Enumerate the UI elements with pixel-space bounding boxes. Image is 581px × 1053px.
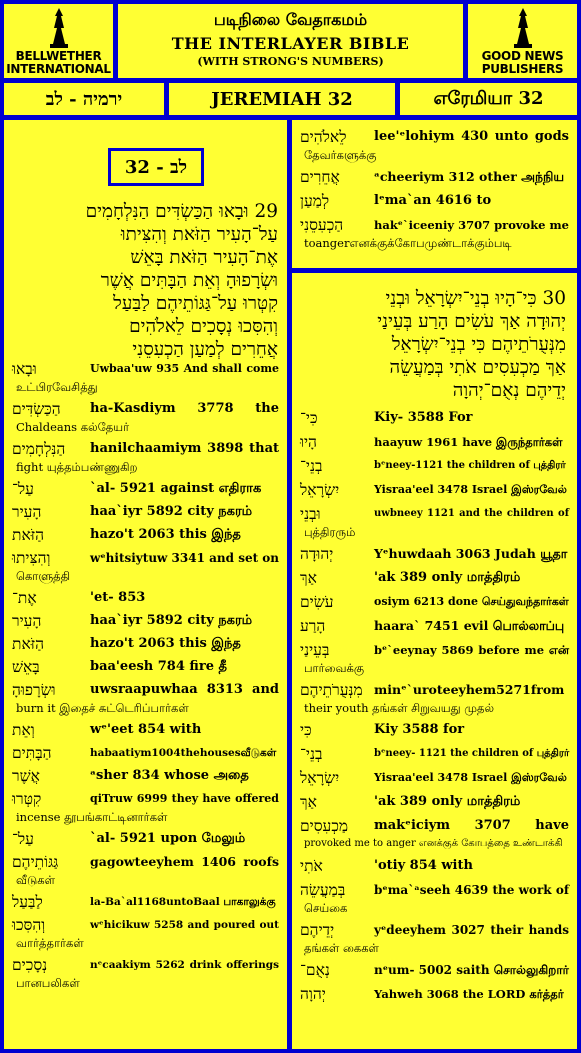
gloss-line: Yisraa'eel 3478 Israel இஸ்ரவேல் bbox=[374, 483, 567, 496]
left-column bbox=[4, 120, 287, 1049]
chapter-box bbox=[108, 148, 204, 186]
verse-line: אַךְ מַכְעִסִים אֹתִי בְּמַעֲשֵׂה bbox=[389, 357, 566, 378]
verse-line: וְהִסִּכוּ נְסָכִים לֵאלֹהִים bbox=[129, 316, 278, 337]
gloss-continuation: their youth தங்கள் சிறுவயது முதல் bbox=[304, 701, 495, 715]
gloss-line: Yahweh 3068 the LORD கர்த்தர் bbox=[374, 987, 564, 1001]
gloss-continuation: செய்கை bbox=[304, 901, 348, 915]
hebrew-word: אֲשֶׁר bbox=[12, 767, 40, 785]
interlinear-entry bbox=[12, 526, 279, 544]
interlinear-entry bbox=[300, 433, 569, 451]
hebrew-word: אֹתִי bbox=[300, 857, 323, 875]
interlinear-entry bbox=[300, 721, 569, 739]
verse-line: וּשְׂרָפוּהָ וְאֵת הַבָּתִּים אֲשֶׁר bbox=[100, 270, 278, 291]
interlinear-entry bbox=[300, 481, 569, 499]
gloss-continuation: தங்கள் கைகள் bbox=[304, 941, 379, 955]
interlinear-entry bbox=[12, 916, 279, 952]
interlinear-entry bbox=[300, 857, 569, 875]
gloss-line: bᵉ`eeynay 5869 before me என் bbox=[374, 643, 569, 657]
interlinear-entry bbox=[12, 956, 279, 992]
gloss-line: la-Ba`al1168untoBaal பாகாலுக்கு bbox=[90, 896, 276, 908]
gloss-continuation: provoked me to anger எனக்குக் கோபத்தை உண்டாக்கி bbox=[304, 838, 563, 849]
hebrew-word: הָיוּ bbox=[300, 433, 317, 451]
gloss-line: `al- 5921 against எதிராக bbox=[90, 481, 262, 496]
gloss-line: baa'eesh 784 fire தீ bbox=[90, 659, 227, 674]
verse-line: 29 וּבָאוּ הַכַּשְׂדִּים הַנִּלְחָמִים bbox=[85, 201, 278, 222]
interlinear-entry bbox=[12, 400, 279, 436]
gloss-line: osiym 6213 done செய்துவந்தார்கள் bbox=[374, 595, 569, 608]
logo-line-1: BELLWETHER bbox=[15, 49, 102, 63]
gloss-line: Uwbaa'uw 935 And shall come bbox=[90, 362, 279, 375]
hebrew-word: הַזֹּאת bbox=[12, 635, 44, 653]
interlinear-entry bbox=[12, 721, 279, 739]
gloss-continuation: உட்பிரவேசித்து bbox=[16, 380, 98, 394]
hebrew-word: בְּעֵינַי bbox=[300, 641, 330, 659]
interlinear-entry bbox=[12, 744, 279, 762]
verse-line: מִנְּעֻרֹתֵיהֶם כִּי בְנֵי־יִשְׂרָאֵל bbox=[391, 334, 566, 355]
gloss-line: uwbneey 1121 and the children of bbox=[374, 508, 569, 519]
interlinear-entry bbox=[300, 409, 569, 427]
hebrew-word: יְדֵיהֶם bbox=[300, 921, 335, 939]
hebrew-word: מִנְּעֻרֹתֵיהֶם bbox=[300, 681, 363, 699]
gloss-line: qiTruw 6999 they have offered bbox=[90, 792, 279, 805]
interlinear-entry bbox=[12, 830, 279, 848]
gloss-line: bᵉneey- 1121 the children of புத்திரர் bbox=[374, 748, 570, 759]
hebrew-word: אַךְ bbox=[300, 793, 317, 811]
verse-29-hebrew bbox=[24, 200, 278, 361]
hebrew-word: גַּגּוֹתֵיהֶם bbox=[12, 853, 59, 871]
interlinear-entry bbox=[300, 985, 569, 1003]
verse-30-hebrew bbox=[300, 287, 566, 402]
gloss-line: hazo't 2063 this இந்த bbox=[90, 527, 241, 542]
interlinear-entry bbox=[300, 128, 569, 164]
gloss-continuation: பானபலிகள் bbox=[16, 976, 80, 990]
gloss-line: 'otiy 854 with bbox=[374, 858, 473, 873]
chapter-label: לב - 32 bbox=[124, 156, 188, 178]
verse-line: עַל־הָעִיר הַזֹּאת וְהִצִּיתוּ bbox=[120, 224, 278, 245]
nav-hebrew: ירמיה - לב bbox=[4, 83, 164, 115]
logo-figure-icon bbox=[508, 6, 538, 50]
interlinear-entry bbox=[12, 681, 279, 717]
gloss-line: hazo't 2063 this இந்த bbox=[90, 636, 241, 651]
gloss-continuation: கொளுத்தி bbox=[16, 569, 71, 583]
bellwether-logo bbox=[4, 4, 113, 78]
interlinear-entry bbox=[300, 617, 569, 635]
hebrew-word: כִּי־ bbox=[300, 409, 318, 427]
gloss-line: haara` 7451 evil பொல்லாப்பு bbox=[374, 618, 565, 633]
verse-line: אֲחֵרִים לְמַעַן הַכְעִסֵנִי bbox=[132, 339, 278, 360]
gloss-line: nᵉum- 5002 saith சொல்லுகிறார் bbox=[374, 963, 569, 977]
logo-line-1: GOOD NEWS bbox=[481, 49, 564, 63]
hebrew-word: קִטְּרוּ bbox=[12, 790, 42, 808]
interlinear-entry bbox=[300, 569, 569, 587]
interlinear-entry bbox=[12, 658, 279, 676]
hebrew-word: הַבָּתִּים bbox=[12, 744, 52, 762]
hebrew-word: וּבְנֵי bbox=[300, 505, 321, 523]
gloss-continuation: Chaldeans கல்தேயர் bbox=[16, 420, 130, 434]
gloss-continuation: புத்திரரும் bbox=[304, 525, 356, 539]
gloss-continuation: வார்த்தார்கள் bbox=[16, 936, 84, 950]
interlinear-entry bbox=[12, 440, 279, 476]
hebrew-word: יִשְׂרָאֵל bbox=[300, 481, 340, 499]
gloss-line: haayuw 1961 have இருந்தார்கள் bbox=[374, 435, 563, 449]
gloss-line: lᵉma`an 4616 to bbox=[374, 193, 492, 208]
gloss-line: haa`iyr 5892 city நகரம் bbox=[90, 504, 253, 519]
hebrew-word: עַל־ bbox=[12, 480, 34, 498]
gloss-line: ha-Kasdiym 3778 the bbox=[90, 401, 279, 416]
interlinear-entry bbox=[300, 641, 569, 677]
gloss-line: haa`iyr 5892 city நகரம் bbox=[90, 613, 253, 628]
logo-figure-icon bbox=[44, 6, 74, 50]
hebrew-word: מַכְעִסִים bbox=[300, 817, 349, 835]
interlinear-entry bbox=[12, 503, 279, 521]
gloss-line: bᵉneey-1121 the children of புத்திரர் bbox=[374, 460, 566, 471]
interlinear-entry bbox=[300, 216, 569, 252]
gloss-line: makᵉiciym 3707 have bbox=[374, 818, 569, 833]
interlinear-entry bbox=[300, 961, 569, 979]
title-tamil: படிநிலை வேதாகமம் bbox=[213, 10, 368, 29]
nav-english: JEREMIAH 32 bbox=[169, 83, 395, 115]
verse-line: 30 כִּי־הָיוּ בְנֵי־יִשְׂרָאֵל וּבְנֵי bbox=[385, 288, 566, 309]
interlinear-entry bbox=[300, 817, 569, 853]
page-subtitle: (WITH STRONG'S NUMBERS) bbox=[197, 55, 384, 68]
interlinear-entry bbox=[300, 168, 569, 186]
gloss-line: 'et- 853 bbox=[90, 590, 146, 605]
interlinear-entry bbox=[300, 681, 569, 717]
gloss-continuation: incense தூபங்காட்டினார்கள் bbox=[16, 810, 168, 824]
gloss-line: nᵉcaakiym 5262 drink offerings bbox=[90, 959, 279, 971]
hebrew-word: הַכַּשְׂדִּים bbox=[12, 400, 61, 418]
hebrew-word: הַזֹּאת bbox=[12, 526, 44, 544]
gloss-line: yᵉdeeyhem 3027 their hands bbox=[374, 923, 569, 937]
hebrew-word: עַל־ bbox=[12, 830, 34, 848]
interlinear-entry bbox=[300, 921, 569, 957]
gloss-line: uwsraapuwhaa 8313 and bbox=[90, 682, 279, 697]
hebrew-word: כִּי bbox=[300, 721, 312, 739]
hebrew-word: לַבַּעַל bbox=[12, 893, 43, 911]
interlinear-entry bbox=[300, 769, 569, 787]
hebrew-word: עֹשִׂים bbox=[300, 593, 334, 611]
hebrew-word: הַכְעִסֵנִי bbox=[300, 216, 344, 234]
verse-line: אֶת־הָעִיר הַזֹּאת בָּאֵשׁ bbox=[130, 247, 278, 268]
hebrew-word: בָּאֵשׁ bbox=[12, 658, 40, 676]
right-top-panel bbox=[292, 120, 577, 268]
page-title: THE INTERLAYER BIBLE bbox=[171, 34, 410, 53]
gloss-line: bᵉma`ᵃseeh 4639 the work of bbox=[374, 883, 569, 897]
gloss-line: hakᵉ`iceeniy 3707 provoke me bbox=[374, 218, 569, 232]
gloss-line: gagowteeyhem 1406 roofs bbox=[90, 854, 279, 869]
interlinear-entry bbox=[12, 549, 279, 585]
hebrew-word: נְסָכִים bbox=[12, 956, 48, 974]
gloss-line: 'ak 389 only மாத்திரம் bbox=[374, 794, 521, 809]
interlinear-entry bbox=[12, 480, 279, 498]
interlinear-entry bbox=[300, 457, 569, 475]
hebrew-word: יִשְׂרָאֵל bbox=[300, 769, 340, 787]
hebrew-word: אֶת־ bbox=[12, 589, 37, 607]
interlinear-entry bbox=[12, 893, 279, 911]
hebrew-word: בְנֵי־ bbox=[300, 457, 323, 475]
hebrew-word: נְאֻם־ bbox=[300, 961, 330, 979]
gloss-line: minᵉ`uroteeyhem5271from bbox=[374, 682, 565, 697]
hebrew-word: וְהִצִּיתוּ bbox=[12, 549, 51, 567]
gloss-line: Yisraa'eel 3478 Israel இஸ்ரவேல் bbox=[374, 771, 567, 784]
hebrew-word: הַנִּלְחָמִים bbox=[12, 440, 66, 458]
hebrew-word: וּשְׂרָפוּהָ bbox=[12, 681, 56, 699]
interlinear-entry bbox=[12, 360, 279, 396]
gloss-continuation: வீடுகள் bbox=[16, 873, 56, 887]
gloss-continuation: தேவர்களுக்கு bbox=[304, 148, 377, 162]
gloss-line: wᵉhicikuw 5258 and poured out bbox=[90, 919, 279, 931]
gloss-line: `al- 5921 upon மேலும் bbox=[90, 831, 246, 846]
hebrew-word: הָרַע bbox=[300, 617, 326, 635]
interlinear-entry bbox=[12, 589, 279, 607]
interlinear-entry bbox=[300, 545, 569, 563]
interlinear-entry bbox=[12, 767, 279, 785]
hebrew-word: יְהוּדָה bbox=[300, 545, 334, 563]
logo-line-2: PUBLISHERS bbox=[481, 62, 564, 76]
hebrew-word: הָעִיר bbox=[12, 503, 42, 521]
gloss-continuation: toangerஎனக்குக்கோபமுண்டாக்கும்படி bbox=[304, 236, 512, 250]
interlinear-entry bbox=[300, 192, 569, 210]
hebrew-word: בְנֵי־ bbox=[300, 745, 323, 763]
nav-tamil: எரேமியா 32 bbox=[400, 83, 577, 115]
interlinear-entry bbox=[300, 593, 569, 611]
gloss-line: hanilchaamiym 3898 that bbox=[90, 441, 279, 456]
interlinear-entry bbox=[300, 745, 569, 763]
good-news-logo bbox=[468, 4, 577, 78]
hebrew-word: אַךְ bbox=[300, 569, 317, 587]
right-bottom-panel bbox=[292, 273, 577, 1049]
gloss-continuation: burn it இதைச் சுட்டெரிப்பார்கள் bbox=[16, 701, 189, 715]
interlinear-entry bbox=[300, 793, 569, 811]
hebrew-word: הָעִיר bbox=[12, 612, 42, 630]
gloss-continuation: fight யுத்தம்பண்ணுகிற bbox=[16, 460, 138, 474]
interlinear-entry bbox=[12, 790, 279, 826]
hebrew-word: וְאֵת bbox=[12, 721, 35, 739]
interlinear-entry bbox=[12, 612, 279, 630]
gloss-line: 'ak 389 only மாத்திரம் bbox=[374, 570, 521, 585]
interlinear-entry bbox=[300, 505, 569, 541]
title-block bbox=[118, 4, 463, 78]
gloss-line: wᵉ'eet 854 with bbox=[90, 722, 202, 737]
gloss-line: Kiy 3588 for bbox=[374, 722, 465, 737]
hebrew-word: וּבָאוּ bbox=[12, 360, 37, 378]
interlinear-entry bbox=[12, 853, 279, 889]
gloss-line: habaatiym1004thehousesவீடுகள் bbox=[90, 747, 277, 759]
hebrew-word: לְמַעַן bbox=[300, 192, 330, 210]
interlinear-entry bbox=[300, 881, 569, 917]
hebrew-word: לֵאלֹהִים bbox=[300, 128, 347, 146]
hebrew-word: אֲחֵרִים bbox=[300, 168, 340, 186]
verse-line: יְהוּדָה אַךְ עֹשִׂים הָרַע בְּעֵינַי bbox=[377, 311, 566, 332]
gloss-line: Kiy- 3588 For bbox=[374, 410, 473, 425]
gloss-line: ᵃsher 834 whose அதை bbox=[90, 768, 249, 783]
gloss-line: Yᵉhuwdaah 3063 Judah யூதா bbox=[374, 546, 568, 561]
gloss-line: lee'ᵉlohiym 430 unto gods bbox=[374, 129, 569, 144]
logo-line-2: INTERNATIONAL bbox=[6, 62, 111, 76]
gloss-line: wᵉhitsiytuw 3341 and set on bbox=[90, 551, 280, 565]
hebrew-word: יְהוָה bbox=[300, 985, 326, 1003]
gloss-line: ᵃcheeriym 312 other அந்நிய bbox=[374, 169, 565, 184]
verse-line: קִטְּרוּ עַל־גַּגּוֹתֵיהֶם לַבַּעַל bbox=[113, 293, 278, 314]
verse-line: יְדֵיהֶם נְאֻם־יְהוָה bbox=[452, 380, 566, 401]
interlinear-entry bbox=[12, 635, 279, 653]
hebrew-word: בְּמַעֲשֵׂה bbox=[300, 881, 346, 899]
hebrew-word: וְהִסִּכוּ bbox=[12, 916, 46, 934]
gloss-continuation: பார்வைக்கு bbox=[304, 661, 364, 675]
